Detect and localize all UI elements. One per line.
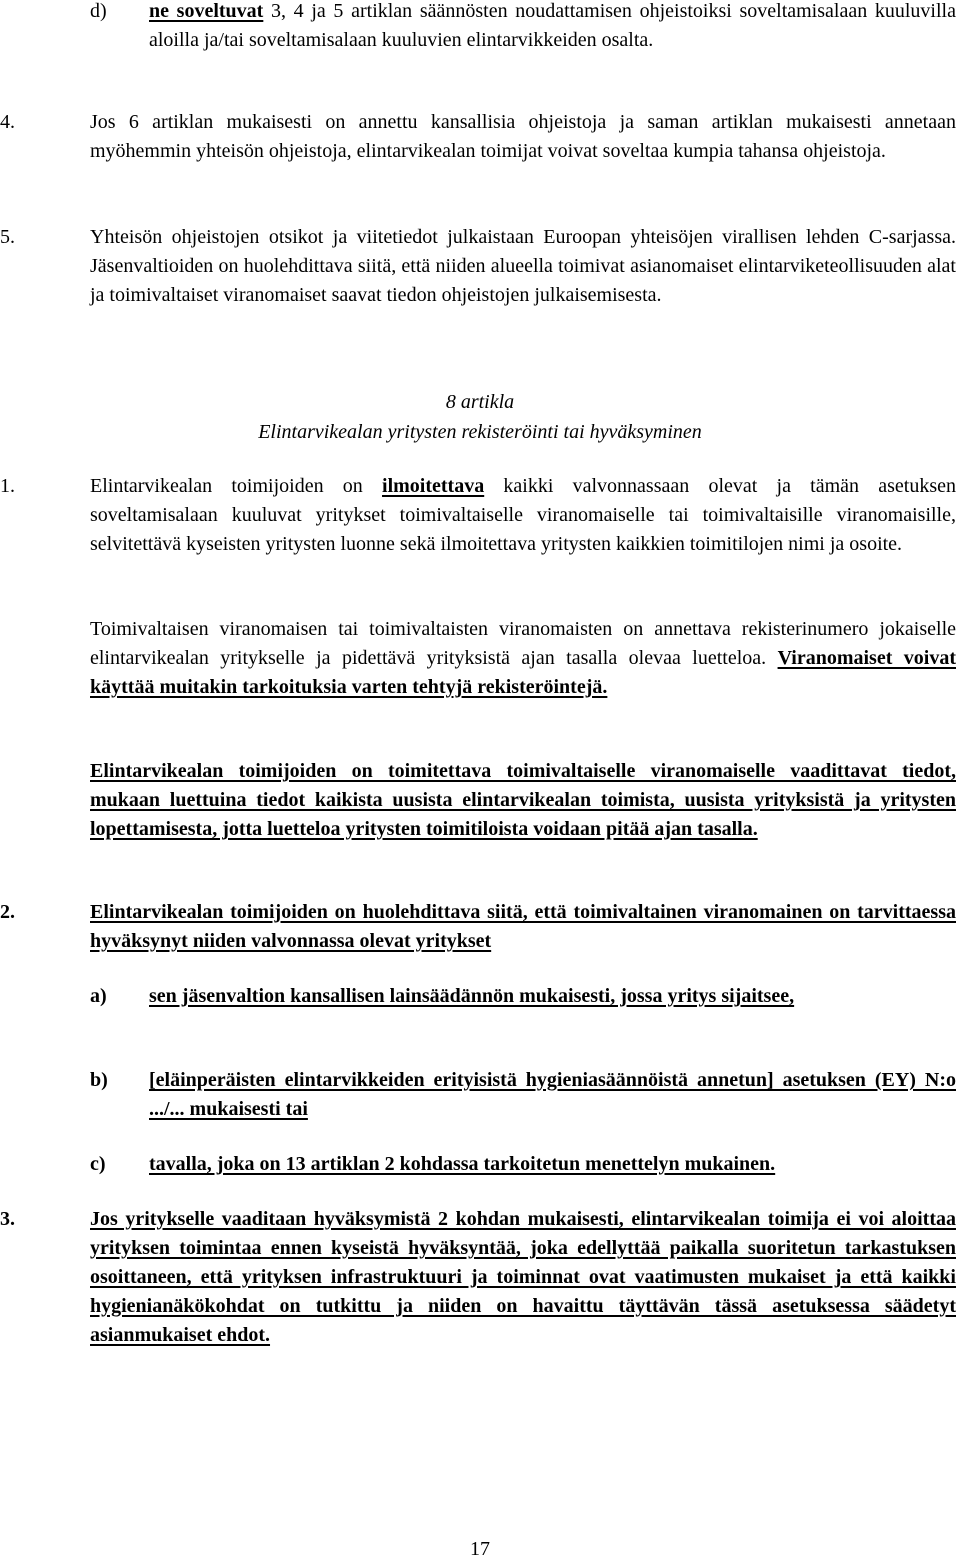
item-d-rest: 3, 4 ja 5 artiklan säännösten noudattamisen ohjeistoiksi soveltamisalaan kuuluvilla aloilla ja/tai soveltamisalaan kuuluvien elintarvikkeiden osalta. <box>149 0 956 51</box>
article-number: 8 artikla <box>445 391 515 413</box>
para-1b-plain: Toimivaltaisen viranomaisen tai toimivaltaisten viranomaisten on annettava rekisterinumero jokaiselle elintarvikealan yritykselle ja pidettävä yrityksistä ajan tasalla olevaa luetteloa. <box>90 618 956 669</box>
sub-b-text <box>149 1066 956 1124</box>
article-title: Elintarvikealan yritysten rekisteröinti tai hyväksyminen <box>258 421 702 443</box>
sub-a-text <box>149 982 956 1011</box>
para-1-pre: Elintarvikealan toimijoiden on <box>90 475 383 497</box>
para-1-post: kaikki valvonnassaan olevat ja tämän asetuksen soveltamisalaan kuuluvat yritykset toimivaltaiselle viranomaiselle tai toimivaltaisille viranomaisille, selvitettävä kyseisten yritysten luonne sekä ilmoitettava yritysten kaikkien toimitilojen nimi ja osoite. <box>90 475 956 555</box>
para-3-bold: Jos yritykselle vaaditaan hyväksymistä 2 kohdan mukaisesti, elintarvikealan toimija ei voi aloittaa yrityksen toimintaa ennen kyseistä hyväksyntää, joka edellyttää paikalla suoritetun tarkastuksen osoittaneen, että yrityksen infrastruktuuri ja toiminnat ovat vaatimusten mukaiset ja että kaikki hygienianäkökohdat on tutkittu ja niiden on havaittu täyttävän tässä asetuksessa säädetyt asianmukaiset ehdot. <box>90 1208 956 1346</box>
para-1-bold: ilmoitettava <box>382 475 485 497</box>
para-1c-text <box>90 757 956 844</box>
sub-c-bold: tavalla, joka on 13 artiklan 2 kohdassa tarkoitetun menettelyn mukainen. <box>149 1153 776 1175</box>
sub-a-marker: a) <box>90 985 107 1007</box>
para-3-number: 3. <box>0 1208 15 1230</box>
item-d-marker: d) <box>90 0 107 22</box>
para-1b-text <box>90 615 956 702</box>
para-3-text <box>90 1205 956 1350</box>
para-2-bold: Elintarvikealan toimijoiden on huolehdittava siitä, että toimivaltainen viranomainen on tarvittaessa hyväksynyt niiden valvonnassa olevat yritykset <box>90 901 956 952</box>
para-1c-bold: Elintarvikealan toimijoiden on toimitettava toimivaltaiselle viranomaiselle vaadittavat tiedot, mukaan luettuina tiedot kaikista uusista elintarvikealan toimista, uusista yrityksistä ja yritysten lopettamisesta, jotta luetteloa yritysten toimitiloista voidaan pitää ajan tasalla. <box>90 760 956 840</box>
para-5-number: 5. <box>0 226 15 248</box>
para-1-text <box>90 472 956 559</box>
para-2-number: 2. <box>0 901 15 923</box>
page-number: 17 <box>470 1538 490 1560</box>
para-5-text: Yhteisön ohjeistojen otsikot ja viitetiedot julkaistaan Euroopan yhteisöjen virallisen lehden C-sarjassa. Jäsenvaltioiden on huolehdittava siitä, että niiden alueella toimivat asianomaiset elintarviketeollisuuden alat ja toimivaltaiset viranomaiset saavat tiedon ohjeistojen julkaisemisesta. <box>90 226 956 306</box>
para-4-number: 4. <box>0 111 15 133</box>
para-2-text <box>90 898 956 956</box>
sub-a-bold: sen jäsenvaltion kansallisen lainsäädännön mukaisesti, jossa yritys sijaitsee, <box>149 985 795 1007</box>
para-1b-bold: Viranomaiset voivat käyttää muitakin tarkoituksia varten tehtyjä rekisteröintejä. <box>90 647 956 698</box>
para-1-number: 1. <box>0 475 15 497</box>
para-4-text: Jos 6 artiklan mukaisesti on annettu kansallisia ohjeistoja ja saman artiklan mukaisesti annetaan myöhemmin yhteisön ohjeistoja, elintarvikealan toimijat voivat soveltaa kumpia tahansa ohjeistoja. <box>90 111 956 162</box>
sub-c-text <box>149 1150 956 1179</box>
item-d-text <box>149 0 956 55</box>
item-d-lead: ne soveltuvat <box>149 0 264 22</box>
sub-c-marker: c) <box>90 1153 106 1175</box>
sub-b-marker: b) <box>90 1069 108 1091</box>
sub-b-bold: [eläinperäisten elintarvikkeiden erityisistä hygieniasäännöistä annetun] asetuksen (EY) N:o .../... mukaisesti tai <box>149 1069 956 1120</box>
